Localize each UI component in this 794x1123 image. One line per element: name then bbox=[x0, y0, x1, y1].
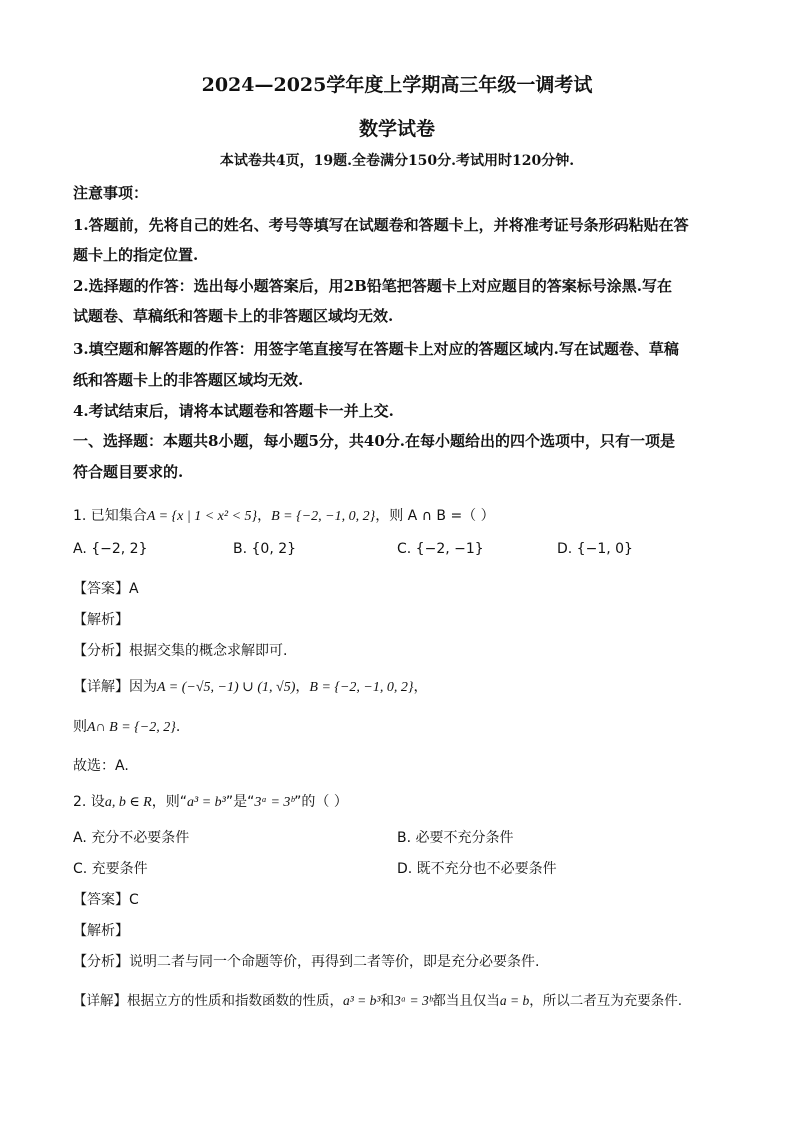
q2-option-a: A. 充分不必要条件 bbox=[73, 830, 190, 846]
q1-fenxi: 【分析】根据交集的概念求解即可. bbox=[73, 643, 288, 659]
q2-option-b: B. 必要不充分条件 bbox=[397, 830, 514, 846]
q1-detail-expr: A = (−√5, −1) ∪ (1, √5) bbox=[157, 680, 296, 695]
notice-heading: 注意事项： bbox=[73, 184, 149, 202]
q2-cond-1: a³ = b³ bbox=[187, 795, 226, 810]
q1-choose: 故选：A. bbox=[73, 758, 129, 774]
q2-detail-mid: 都当且仅当 bbox=[432, 993, 500, 1009]
q2-cond-2: 3ᵃ = 3ᵇ bbox=[254, 795, 295, 810]
section-1-heading-line-2: 符合题目要求的. bbox=[73, 463, 184, 481]
q1-stem-prefix: 1. 已知集合 bbox=[73, 508, 147, 524]
q1-option-d: D. {−1, 0} bbox=[557, 541, 633, 557]
q1-result bbox=[73, 716, 180, 736]
notice-item-1-line-2: 题卡上的指定位置. bbox=[73, 246, 199, 264]
q2-stem-vars: a, b ∈ R bbox=[104, 795, 152, 810]
q1-set-b: B = {−2, −1, 0, 2} bbox=[271, 509, 376, 524]
q2-stem bbox=[73, 791, 348, 811]
q1-detail-prefix: 【详解】因为 bbox=[73, 679, 157, 695]
q1-detail bbox=[73, 676, 427, 696]
notice-item-3-line-1: 3.填空题和解答题的作答：用签字笔直接写在答题卡上对应的答题区域内.写在试题卷、草稿 bbox=[73, 340, 679, 358]
notice-item-1-line-1: 1.答题前，先将自己的姓名、考号等填写在试题卷和答题卡上，并将准考证号条形码粘贴在答 bbox=[73, 216, 689, 234]
q1-option-c: C. {−2, −1} bbox=[397, 541, 484, 557]
q2-detail-and: 和 bbox=[380, 993, 394, 1009]
q2-stem-end: ”的（ ） bbox=[294, 794, 348, 810]
q1-detail-b: B = {−2, −1, 0, 2} bbox=[309, 680, 414, 695]
q1-stem-ask: ，则 A ∩ B =（ ） bbox=[375, 508, 495, 524]
notice-item-4: 4.考试结束后，请将本试题卷和答题卡一并上交. bbox=[73, 402, 394, 420]
q2-analysis-label: 【解析】 bbox=[73, 923, 129, 939]
q1-result-end: . bbox=[175, 719, 181, 735]
exam-subtitle: 数学试卷 bbox=[358, 118, 435, 140]
q2-detail-expr-1: a³ = b³ bbox=[343, 993, 381, 1008]
q1-option-a: A. {−2, 2} bbox=[73, 541, 148, 557]
q1-detail-sep: ， bbox=[295, 679, 310, 695]
q2-option-d: D. 既不充分也不必要条件 bbox=[397, 861, 557, 877]
q1-detail-end: ， bbox=[413, 679, 428, 695]
q1-stem-sep: ， bbox=[257, 508, 272, 524]
q2-stem-prefix: 2. 设 bbox=[73, 794, 105, 810]
q2-stem-mid: ，则“ bbox=[151, 794, 187, 810]
notice-item-2-line-2: 试题卷、草稿纸和答题卡上的非答题区域均无效. bbox=[73, 307, 394, 325]
notice-item-3-line-2: 纸和答题卡上的非答题区域均无效. bbox=[73, 371, 304, 389]
q2-answer: 【答案】C bbox=[73, 892, 139, 908]
q2-stem-mid2: ”是“ bbox=[225, 794, 255, 810]
notice-item-2-line-1: 2.选择题的作答：选出每小题答案后，用2B铅笔把答题卡上对应题目的答案标号涂黑.写在 bbox=[73, 277, 673, 295]
q1-set-a: A = {x | 1 < x² < 5} bbox=[146, 509, 258, 524]
q1-option-b: B. {0, 2} bbox=[233, 541, 297, 557]
q1-result-expr: A∩ B = {−2, 2} bbox=[87, 720, 176, 735]
q2-detail-expr-3: a = b bbox=[499, 993, 530, 1008]
q2-option-c: C. 充要条件 bbox=[73, 861, 148, 877]
exam-info: 本试卷共4页，19题.全卷满分150分.考试用时120分钟. bbox=[219, 153, 575, 169]
q2-detail-prefix: 【详解】根据立方的性质和指数函数的性质， bbox=[73, 993, 343, 1009]
q1-result-prefix: 则 bbox=[73, 719, 87, 735]
q2-detail-end: ，所以二者互为充要条件. bbox=[529, 993, 683, 1009]
section-1-heading-line-1: 一、选择题：本题共8小题，每小题5分，共40分.在每小题给出的四个选项中，只有一项是 bbox=[73, 432, 675, 450]
q1-answer: 【答案】A bbox=[73, 581, 139, 597]
q1-stem bbox=[73, 505, 495, 525]
exam-title: 2024—2025学年度上学期高三年级一调考试 bbox=[201, 74, 593, 96]
q1-analysis-label: 【解析】 bbox=[73, 612, 129, 628]
q2-detail-expr-2: 3ᵃ = 3ᵇ bbox=[393, 993, 433, 1008]
q2-fenxi: 【分析】说明二者与同一个命题等价，再得到二者等价，即是充分必要条件. bbox=[73, 954, 540, 970]
q2-detail bbox=[73, 989, 682, 1009]
